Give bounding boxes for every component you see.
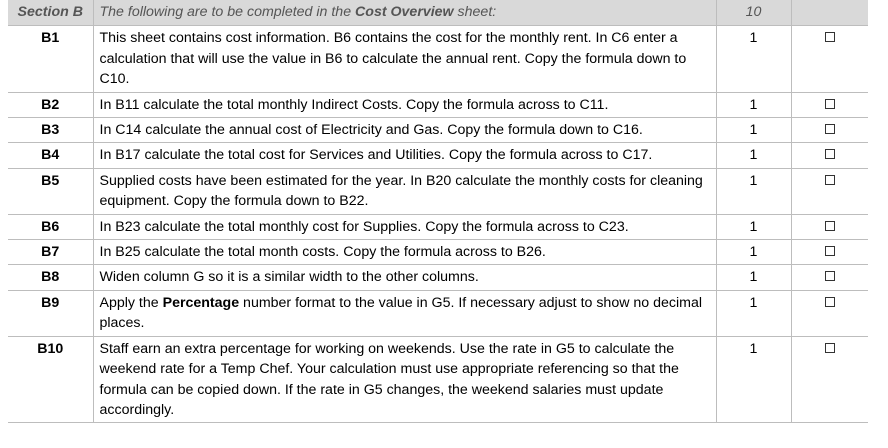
task-text-suffix: number format to the value in G5. If necessary adjust to show no decimal places. <box>99 294 703 332</box>
task-text: In B23 calculate the total monthly cost for Supplies. Copy the formula across to C23. <box>99 218 629 235</box>
task-description <box>93 143 716 168</box>
task-text: In B17 calculate the total cost for Services and Utilities. Copy the formula across to C17. <box>99 147 653 164</box>
checkbox[interactable] <box>825 32 835 42</box>
task-check-cell <box>791 118 868 143</box>
task-text: Apply the <box>99 294 163 311</box>
task-description <box>93 92 716 117</box>
task-check-cell <box>791 214 868 239</box>
task-emphasis: Percentage <box>162 294 240 311</box>
task-text: Widen column G so it is a similar width to the other columns. <box>99 269 479 286</box>
header-row <box>8 0 868 26</box>
checkbox[interactable] <box>825 99 835 109</box>
task-id: B4 <box>8 143 93 168</box>
checkbox[interactable] <box>825 124 835 134</box>
checkbox[interactable] <box>825 297 835 307</box>
task-marks: 1 <box>716 26 791 92</box>
task-table <box>8 0 868 423</box>
task-description <box>93 290 716 336</box>
task-check-cell <box>791 265 868 290</box>
task-check-cell <box>791 168 868 214</box>
task-row <box>8 92 868 117</box>
task-row <box>8 118 868 143</box>
intro-suffix: sheet: <box>453 4 497 20</box>
task-row <box>8 26 868 92</box>
task-marks: 1 <box>716 214 791 239</box>
task-check-cell <box>791 336 868 423</box>
sheet-name: Cost Overview <box>355 4 454 20</box>
task-id: B10 <box>8 336 93 423</box>
checkbox[interactable] <box>825 271 835 281</box>
task-row <box>8 214 868 239</box>
task-id: B7 <box>8 240 93 265</box>
task-marks: 1 <box>716 265 791 290</box>
task-marks: 1 <box>716 240 791 265</box>
header-check-cell <box>791 0 868 26</box>
task-id: B5 <box>8 168 93 214</box>
task-marks: 1 <box>716 143 791 168</box>
task-row <box>8 240 868 265</box>
task-id: B3 <box>8 118 93 143</box>
task-text: In C14 calculate the annual cost of Electricity and Gas. Copy the formula down to C16. <box>99 122 643 139</box>
task-row <box>8 336 868 423</box>
task-marks: 1 <box>716 168 791 214</box>
task-id: B8 <box>8 265 93 290</box>
task-text: This sheet contains cost information. B6 contains the cost for the monthly rent. In C6 enter a calculation that will use the value in B6 to calculate the annual rent. Copy the formula down to C10. <box>99 30 687 88</box>
section-intro <box>93 0 716 26</box>
task-id: B1 <box>8 26 93 92</box>
task-id: B9 <box>8 290 93 336</box>
task-text: Staff earn an extra percentage for working on weekends. Use the rate in G5 to calculate the weekend rate for a Temp Chef. Your calculation must use appropriate referencing so that the formula can be copied down. If the rate in G5 changes, the weekend salaries must update accordingly. <box>99 340 679 418</box>
task-text: In B11 calculate the total monthly Indirect Costs. Copy the formula across to C11. <box>99 96 609 113</box>
task-check-cell <box>791 240 868 265</box>
checkbox[interactable] <box>825 221 835 231</box>
task-check-cell <box>791 143 868 168</box>
task-marks: 1 <box>716 336 791 423</box>
task-description <box>93 26 716 92</box>
task-description <box>93 168 716 214</box>
task-id: B2 <box>8 92 93 117</box>
intro-text: The following are to be completed in the <box>99 4 356 20</box>
task-check-cell <box>791 290 868 336</box>
task-row <box>8 265 868 290</box>
task-text: In B25 calculate the total month costs. Copy the formula across to B26. <box>99 244 546 261</box>
task-description <box>93 214 716 239</box>
task-check-cell <box>791 92 868 117</box>
task-description <box>93 240 716 265</box>
task-check-cell <box>791 26 868 92</box>
task-text: Supplied costs have been estimated for the year. In B20 calculate the monthly costs for cleaning equipment. Copy the formula down to B22. <box>99 172 703 210</box>
task-marks: 1 <box>716 290 791 336</box>
checkbox[interactable] <box>825 175 835 185</box>
task-description <box>93 265 716 290</box>
task-description <box>93 336 716 423</box>
task-row <box>8 290 868 336</box>
checkbox[interactable] <box>825 343 835 353</box>
checkbox[interactable] <box>825 246 835 256</box>
section-label: Section B <box>8 0 93 26</box>
total-marks: 10 <box>716 0 791 26</box>
task-row <box>8 168 868 214</box>
task-row <box>8 143 868 168</box>
task-marks: 1 <box>716 92 791 117</box>
checkbox[interactable] <box>825 149 835 159</box>
task-id: B6 <box>8 214 93 239</box>
task-marks: 1 <box>716 118 791 143</box>
task-description <box>93 118 716 143</box>
